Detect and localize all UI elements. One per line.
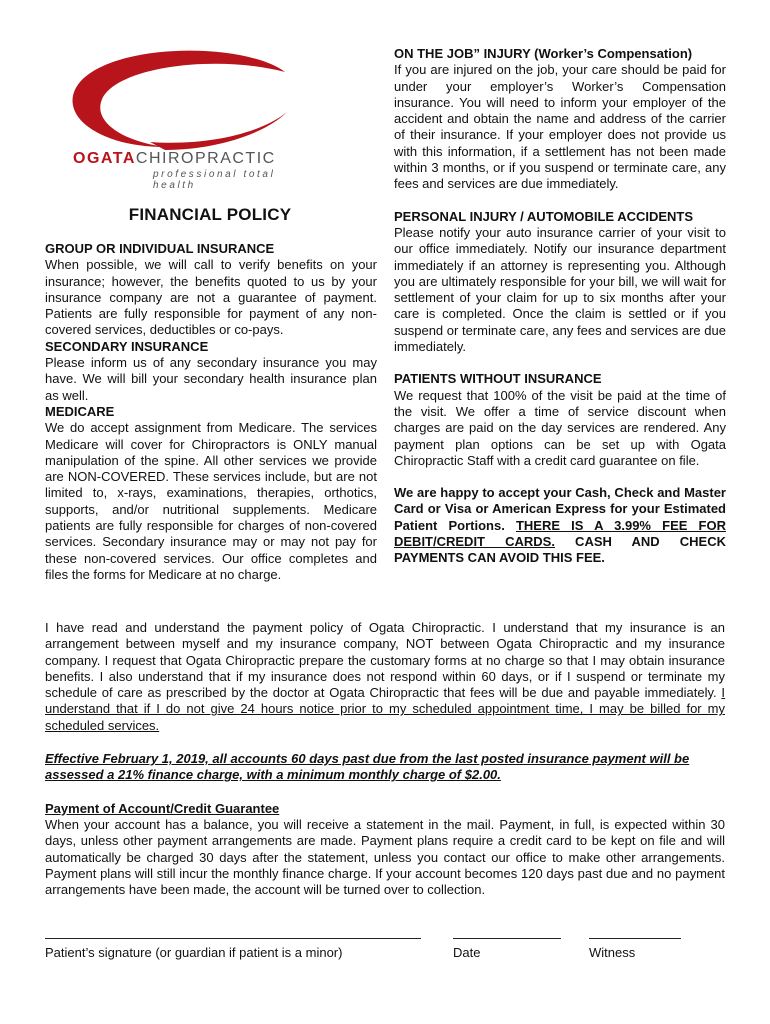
without-insurance-heading: PATIENTS WITHOUT INSURANCE — [394, 371, 602, 387]
personal-injury-heading: PERSONAL INJURY / AUTOMOBILE ACCIDENTS — [394, 208, 694, 224]
onjob-injury-body: If you are injured on the job, your care should be paid for under your employer’s Worker’s Compensation insurance. You will need to inform your employer of the accident and obtain the name and address of the carrier of their insurance. If your employer does not provide us with this information, if a settlement has not been made within 3 months, or if you suspend or terminate care, any fees and services are due immediately. — [394, 62, 726, 192]
witness-label: Witness — [589, 945, 636, 960]
cash-check-notice: CASH AND CHECK PAYMENTS CAN AVOID THIS FEE. — [394, 534, 727, 566]
date-label: Date — [453, 945, 481, 960]
patient-signature-label: Patient’s signature (or guardian if patient is a minor) — [45, 945, 343, 960]
finance-charge-notice: Effective February 1, 2019, all accounts 60 days past due from the last posted insurance payment will be assessed a 21% finance charge, with a minimum monthly charge of $2.00. — [45, 751, 690, 783]
medicare-body: We do accept assignment from Medicare. The services Medicare will cover for Chiropractors is ONLY manual manipulation of the spine. All other services we provide are NON-COVERED. These services include, but are not limited to, x-rays, examinations, therapies, orthotics, supports, and/or nutritional supplements. Medicare patients are fully responsible for charges of non-covered services. Secondary insurance may or may not pay for these non-covered services. Our office completes and files the forms for Medicare at no charge. — [45, 420, 377, 582]
date-line[interactable] — [453, 938, 561, 939]
acknowledgement-paragraph — [45, 620, 725, 734]
cancellation-notice: I understand that if I do not give 24 hours notice prior to my scheduled appointment time, I may be billed for my scheduled services. — [45, 685, 725, 733]
group-insurance-body: When possible, we will call to verify benefits on your insurance; however, the benefits quoted to us by your insurance company are not a guarantee of payment. Patients are fully responsible for payment of any non-covered services, deductibles or co-pays. — [45, 257, 377, 338]
group-insurance-heading: GROUP OR INDIVIDUAL INSURANCE — [45, 241, 275, 256]
logo-tagline: professional total health — [153, 169, 276, 191]
left-column — [45, 241, 377, 583]
patient-signature-line[interactable] — [45, 938, 421, 939]
medicare-heading: MEDICARE — [45, 403, 115, 419]
payment-guarantee-body: When your account has a balance, you will receive a statement in the mail. Payment, in full, is expected within 30 days, unless other payment arrangements are made. Payment plans require a credit card to be kept on file and will automatically be charged 30 days after the statement, unless you contact our office to make other arrangements. Payment plans will still incur the monthly finance charge. If your account becomes 120 days past due and no payment arrangements have been made, the account will be turned over to collection. — [45, 816, 725, 898]
secondary-insurance-body: Please inform us of any secondary insurance you may have. We will bill your secondary health insurance plan as well. — [45, 355, 377, 403]
logo-name-bold: OGATA — [73, 150, 136, 167]
acknowledgement-text: I have read and understand the payment policy of Ogata Chiropractic. I understand that my insurance is an arrangement between myself and my insurance company, NOT between Ogata Chiropractic and my insurance company. I request that Ogata Chiropractic prepare the customary forms at no charge so that I may obtain insurance benefits. I also understand that if my insurance does not respond within 60 days, or if I suspend or terminate my schedule of care as prescribed by the doctor at Ogata Chiropractic that fees will be due and payable immediately. — [45, 620, 725, 701]
payment-guarantee-heading: Payment of Account/Credit Guarantee — [45, 800, 280, 816]
without-insurance-body: We request that 100% of the visit be paid at the time of the visit. We offer a time of service discount when charges are paid on the day services are rendered. Any payment plan options can be set up with Ogata Chiropractic Staff with a credit card guarantee on file. — [394, 387, 726, 468]
right-column — [394, 46, 726, 567]
ogata-chiropractic-logo — [55, 42, 315, 190]
card-fee-notice: THERE IS A 3.99% FEE FOR DEBIT/CREDIT CARDS. — [394, 517, 726, 550]
personal-injury-body: Please notify your auto insurance carrier of your visit to our office immediately. Notify our insurance department immediately if an attorney is representing you. Although you are ultimately responsible for your bill, we will wait for settlement of your claim for up to six months after your care is completed. Once the claim is settled or if you suspend or terminate care, any fees and services are due immediately. — [394, 224, 726, 355]
payment-methods-text: We are happy to accept your Cash, Check and Master Card or Visa or American Express for your Estimated Patient Portions. — [394, 485, 726, 533]
acknowledgement-section — [45, 620, 725, 898]
secondary-insurance-heading: SECONDARY INSURANCE — [45, 338, 209, 354]
page-title: FINANCIAL POLICY — [128, 205, 292, 224]
payment-methods-notice — [394, 485, 726, 566]
logo-name-light: CHIROPRACTIC — [135, 150, 276, 167]
onjob-injury-heading: ON THE JOB” INJURY (Worker’s Compensation) — [394, 46, 693, 61]
witness-line[interactable] — [589, 938, 681, 939]
